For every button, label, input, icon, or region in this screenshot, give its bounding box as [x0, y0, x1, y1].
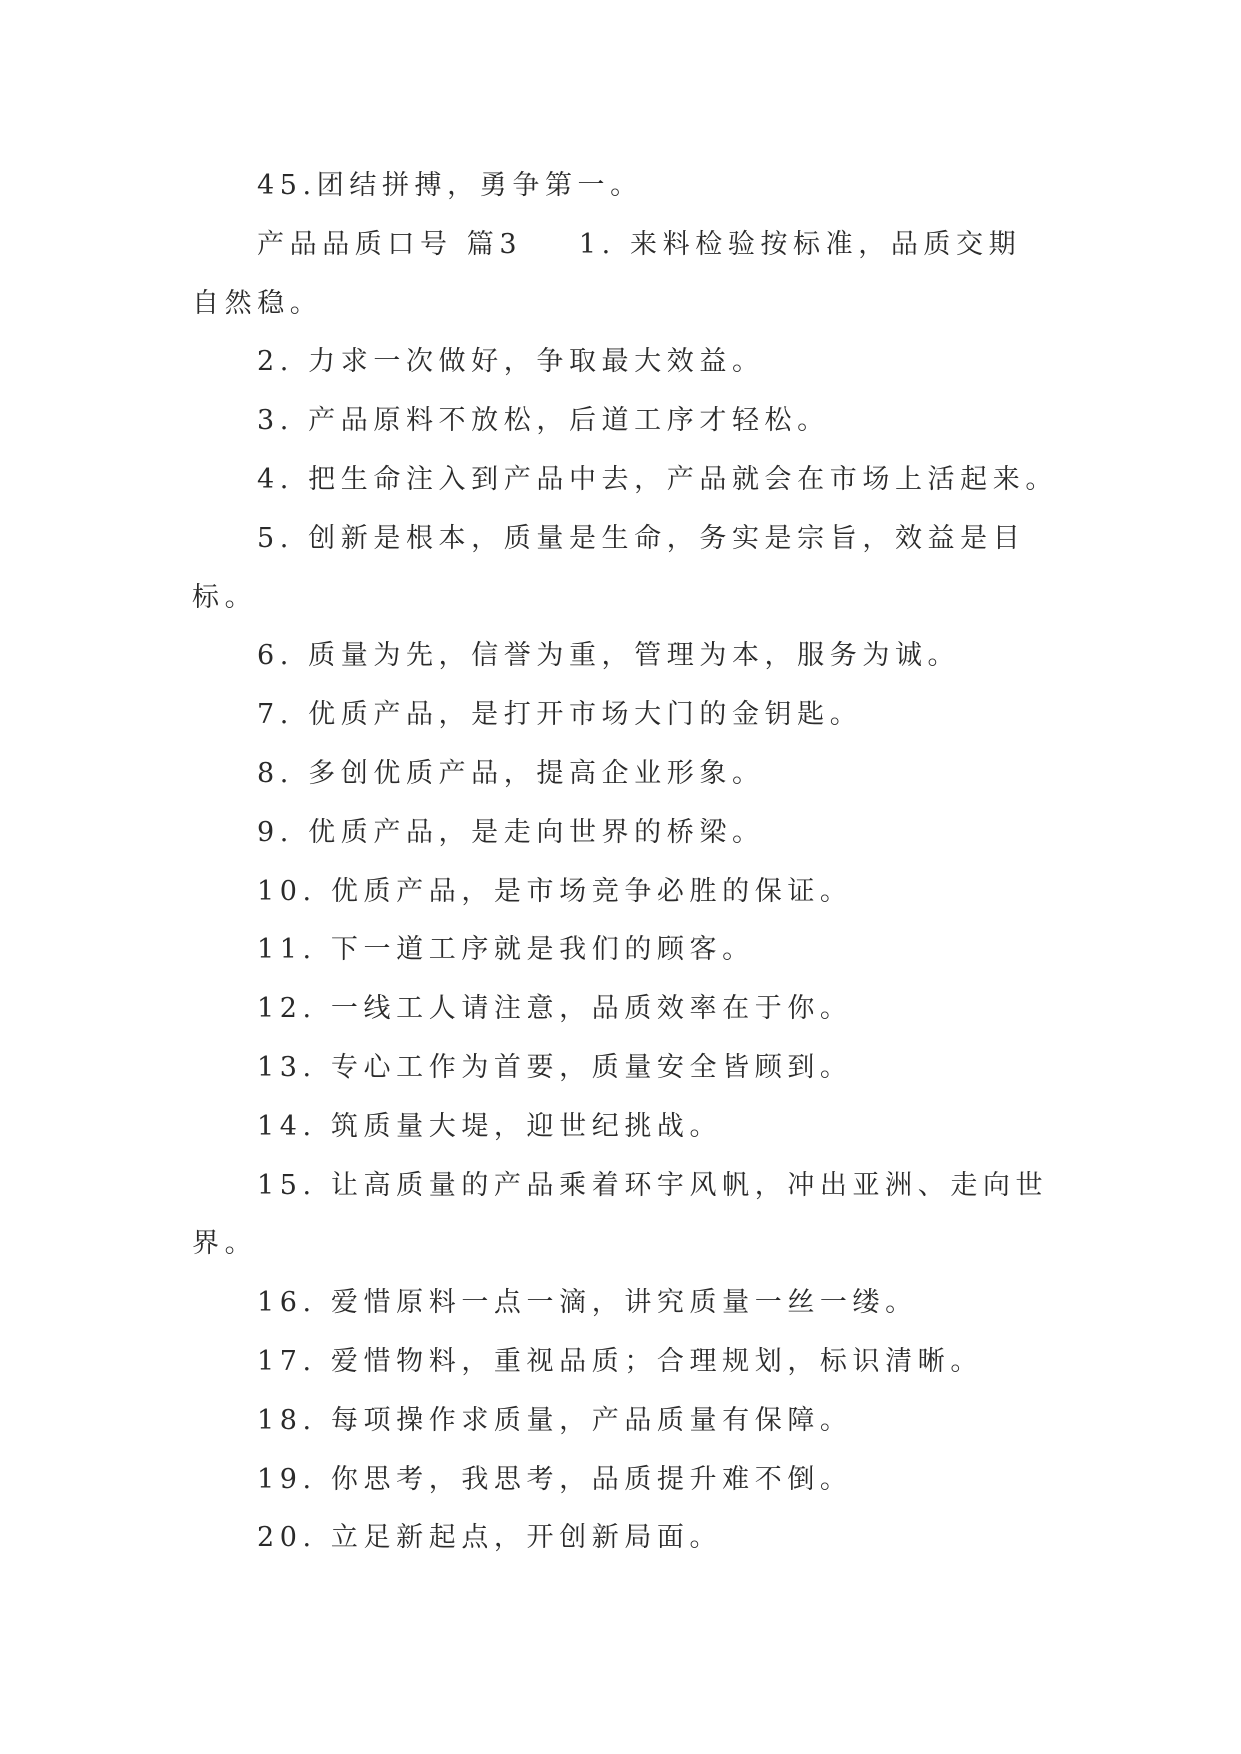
paragraph-line: 12. 一线工人请注意，品质效率在于你。 [257, 993, 853, 1025]
paragraph-line: 17. 爱惜物料，重视品质；合理规划，标识清晰。 [257, 1345, 983, 1377]
paragraph-line: 14. 筑质量大堤，迎世纪挑战。 [257, 1110, 723, 1142]
paragraph-slogan-12 [192, 980, 1072, 1039]
paragraph-line: 10. 优质产品，是市场竞争必胜的保证。 [257, 875, 853, 907]
paragraph-line-continuation: 自然稳。 [192, 287, 323, 319]
paragraph-slogan-18 [192, 1392, 1072, 1451]
paragraph-section-heading-slogan-1 [192, 216, 1072, 334]
paragraph-slogan-4 [192, 451, 1072, 510]
paragraph-line: 20. 立足新起点，开创新局面。 [257, 1522, 723, 1554]
document-body [192, 157, 1072, 1568]
paragraph-line: 6. 质量为先，信誉为重，管理为本，服务为诚。 [257, 640, 961, 672]
paragraph-line: 8. 多创优质产品，提高企业形象。 [257, 757, 765, 789]
paragraph-slogan-7 [192, 686, 1072, 745]
paragraph-slogan-10 [192, 863, 1072, 922]
paragraph-line: 产品品质口号 篇3 1. 来料检验按标准，品质交期 [257, 228, 1022, 260]
paragraph-line: 13. 专心工作为首要，质量安全皆顾到。 [257, 1051, 853, 1083]
paragraph-slogan-19 [192, 1451, 1072, 1510]
paragraph-line-continuation: 标。 [192, 581, 258, 613]
paragraph-line: 7. 优质产品，是打开市场大门的金钥匙。 [257, 699, 863, 731]
paragraph-line: 4. 把生命注入到产品中去，产品就会在市场上活起来。 [257, 463, 1058, 495]
paragraph-slogan-17 [192, 1333, 1072, 1392]
paragraph-line: 15. 让高质量的产品乘着环宇风帆，冲出亚洲、走向世 [257, 1169, 1049, 1201]
paragraph-slogan-8 [192, 745, 1072, 804]
paragraph-slogan-20 [192, 1509, 1072, 1568]
paragraph-line: 11. 下一道工序就是我们的顾客。 [257, 934, 755, 966]
paragraph-slogan-5 [192, 510, 1072, 628]
paragraph-line: 3. 产品原料不放松，后道工序才轻松。 [257, 405, 830, 437]
paragraph-line: 45.团结拼搏，勇争第一。 [257, 170, 643, 201]
paragraph-slogan-16 [192, 1274, 1072, 1333]
paragraph-line: 19. 你思考，我思考，品质提升难不倒。 [257, 1463, 853, 1495]
paragraph-slogan-6 [192, 627, 1072, 686]
paragraph-slogan-14 [192, 1098, 1072, 1157]
paragraph-slogan-11 [192, 921, 1072, 980]
paragraph-slogan-15 [192, 1157, 1072, 1275]
paragraph-line: 9. 优质产品，是走向世界的桥梁。 [257, 816, 765, 848]
paragraph-line: 16. 爱惜原料一点一滴，讲究质量一丝一缕。 [257, 1287, 918, 1319]
paragraph-line-continuation: 界。 [192, 1228, 258, 1260]
paragraph-slogan-13 [192, 1039, 1072, 1098]
paragraph-line: 18. 每项操作求质量，产品质量有保障。 [257, 1404, 853, 1436]
paragraph-line: 2. 力求一次做好，争取最大效益。 [257, 346, 765, 378]
paragraph-slogan-45 [192, 157, 1072, 216]
paragraph-line: 5. 创新是根本，质量是生命，务实是宗旨，效益是目 [257, 522, 1026, 554]
paragraph-slogan-9 [192, 804, 1072, 863]
paragraph-slogan-2 [192, 333, 1072, 392]
paragraph-slogan-3 [192, 392, 1072, 451]
